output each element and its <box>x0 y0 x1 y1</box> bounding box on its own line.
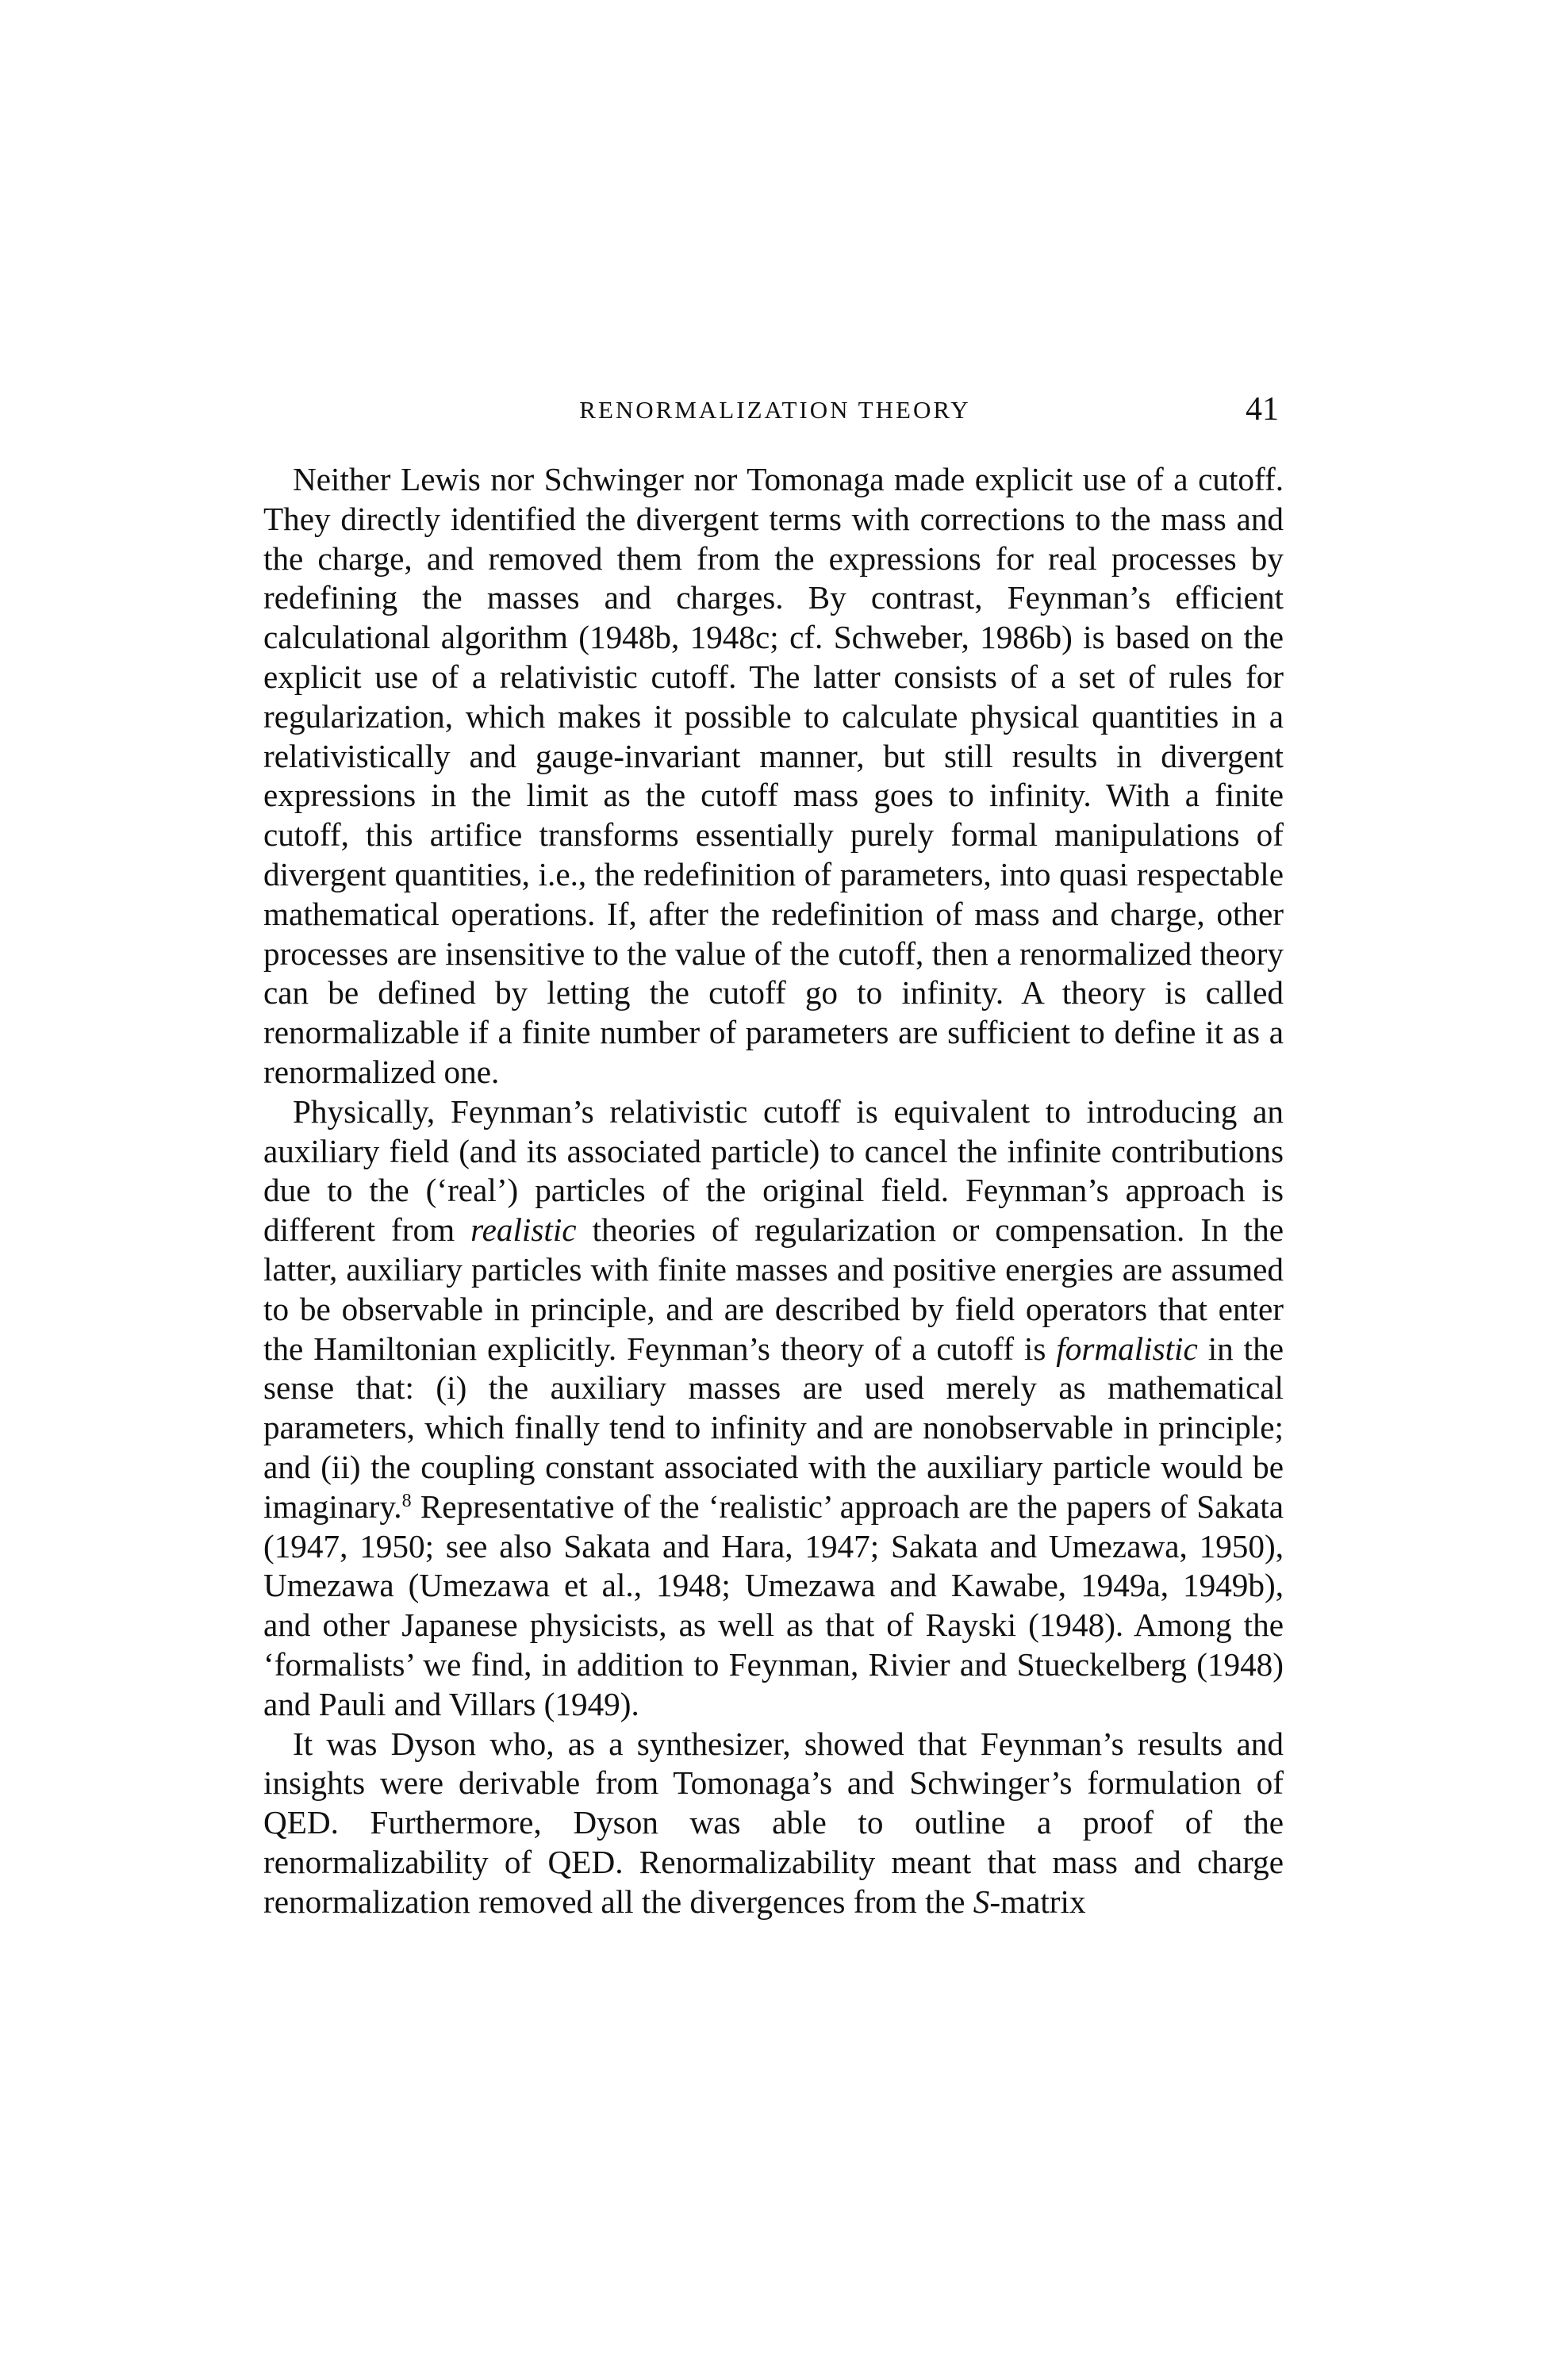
paragraph-2-text-b: theories of regularization or compensation. In the latter, auxiliary particles with finite masses and positive energies are assumed to be observable in principle, and are described by field operators that enter the Hamiltonian explicitly. Feynman’s theory of a cutoff is <box>263 1211 1284 1367</box>
body-text <box>263 460 1284 1921</box>
paragraph-1 <box>263 460 1284 1092</box>
emphasis-realistic: realistic <box>470 1211 577 1249</box>
paragraph-3 <box>263 1725 1284 1922</box>
paragraph-2 <box>263 1092 1284 1725</box>
paragraph-2-text-d: Representative of the ‘realistic’ approach are the papers of Sakata (1947, 1950; see also Sakata and Hara, 1947; Sakata and Umezawa, 1950), Umezawa (Umezawa et al., 1948; Umezawa and Kawabe, 1949a, 1949b), and other Japanese physicists, as well as that of Rayski (1948). Among the ‘formalists’ we find, in addition to Feynman, Rivier and Stueckelberg (1948) and Pauli and Villars (1949). <box>263 1488 1284 1722</box>
emphasis-formalistic: formalistic <box>1056 1330 1198 1367</box>
running-title: RENORMALIZATION THEORY <box>579 396 971 424</box>
running-head <box>263 390 1287 430</box>
footnote-marker[interactable]: 8 <box>401 1490 412 1511</box>
page-number: 41 <box>1246 391 1279 428</box>
paragraph-1-text: Neither Lewis nor Schwinger nor Tomonaga made explicit use of a cutoff. They directly identified the divergent terms with corrections to the mass and the charge, and removed them from the expressions for real processes by redefining the masses and charges. By contrast, Feynman’s efficient calculational algorithm (1948b, 1948c; cf. Schweber, 1986b) is based on the explicit use of a relativistic cutoff. The latter consists of a set of rules for regularization, which makes it possible to calculate physical quantities in a relativistically and gauge-invariant manner, but still results in divergent expressions in the limit as the cutoff mass goes to infinity. With a finite cutoff, this artifice transforms essentially purely formal manipulations of divergent quantities, i.e., the redefinition of parameters, into quasi respectable mathematical operations. If, after the redefinition of mass and charge, other processes are insensitive to the value of the cutoff, then a renormalized theory can be defined by letting the cutoff go to infinity. A theory is called renormalizable if a finite number of parameters are sufficient to define it as a renormalized one. <box>263 461 1284 1090</box>
paragraph-2-text-c: in the sense that: (i) the auxiliary masses are used merely as mathematical parameters, which finally tend to infinity and are nonobservable in principle; and (ii) the coupling constant associated with the auxiliary particle would be imaginary. <box>263 1330 1284 1525</box>
paragraph-3-text-a: It was Dyson who, as a synthesizer, showed that Feynman’s results and insights were derivable from Tomonaga’s and Schwinger’s formulation of QED. Furthermore, Dyson was able to outline a proof of the renormalizability of QED. Renormalizability meant that mass and charge renormalization removed all the divergences from the <box>263 1725 1284 1920</box>
paragraph-2-text-a: Physically, Feynman’s relativistic cutoff is equivalent to introducing an auxiliary field (and its associated particle) to cancel the infinite contributions due to the (‘real’) particles of the original field. Feynman’s approach is different from <box>263 1092 1284 1249</box>
paragraph-3-text-b: -matrix <box>989 1883 1086 1920</box>
emphasis-s-matrix: S <box>973 1883 990 1920</box>
